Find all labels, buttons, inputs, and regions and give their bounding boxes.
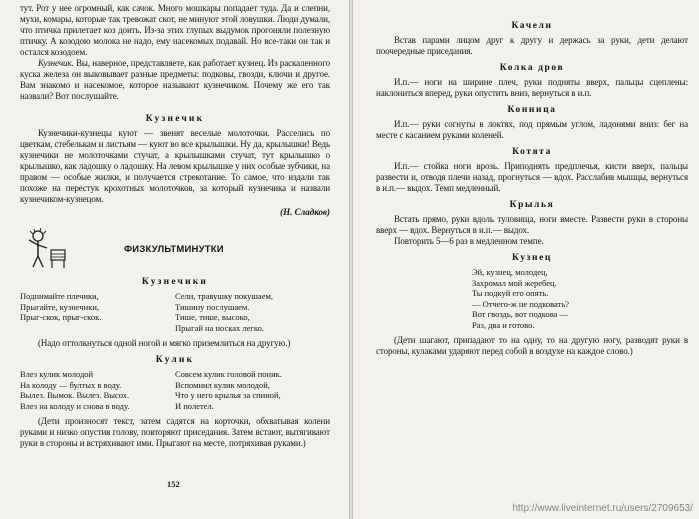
verse-line: — Отчего-ж не подковать? <box>472 298 569 309</box>
verse-line: Прыгай на носках легко. <box>175 322 264 333</box>
child-exercise-icon <box>26 228 68 270</box>
verse-line: Вылез. Вымок. Вылез. Высох. <box>20 390 130 400</box>
paragraph-kuznets-note: (Дети шагают, припадают то на одну, то на другую ногу, разводят руки в стороны, кулаками ударяют перед собой в воздухе на каждое слово.) <box>376 335 688 356</box>
heading-kuznets: Кузнец <box>512 253 552 263</box>
right-page <box>353 0 699 519</box>
note-kulik: (Дети произносят текст, затем садятся на корточки, обхватывая колени руками и низко опустив голову, повторяют приседания. Затем встают, вытягивают руки в стороны и встряхивают ими. Прыгают на месте, потряхивая руками.) <box>20 416 330 448</box>
verse-line: Вот гвоздь, вот подкова — <box>472 309 569 319</box>
verse-line: Поднимайте плечики, <box>20 291 99 301</box>
verse-column-right <box>175 369 330 411</box>
paragraph-krylya-repeat: Повторить 5—6 раз в медленном темпе. <box>394 236 544 246</box>
left-page-content <box>20 3 330 449</box>
verse-line: Эй, кузнец, молодец, <box>472 267 548 277</box>
verse-line: На колоду — бултых в воду. <box>20 379 122 390</box>
heading-kulik: Кулик <box>155 355 195 365</box>
section-title-fizkultminutki: ФИЗКУЛЬТМИНУТКИ <box>124 243 224 255</box>
verse-line: Тише, тише, высоко, <box>175 312 250 322</box>
verse-line: Тишину послушаем. <box>175 301 250 312</box>
verse-kulik <box>20 369 330 411</box>
paragraph-kuznechik-intro <box>20 58 330 102</box>
verse-line: Совсем кулик головой поник. <box>175 369 282 379</box>
verse-column-left <box>20 291 175 333</box>
verse-line: Влез кулик молодой <box>20 369 94 379</box>
heading-kuznechiki: Кузнечики <box>141 277 209 287</box>
verse-line: Вспомнил кулик молодой, <box>175 379 270 390</box>
verse-line: Раз, два и готово. <box>472 319 535 330</box>
author-credit: (Н. Сладков) <box>280 207 330 217</box>
verse-kuznechiki <box>20 291 330 333</box>
verse-line: Сели, травушку покушаем, <box>175 291 273 301</box>
page-number: 152 <box>167 479 180 489</box>
watermark-url: http://www.liveinternet.ru/users/2709653/ <box>512 503 693 514</box>
heading-kolka-drov: Колка дров <box>499 63 565 73</box>
verse-line: Захромал мой жеребец. <box>472 277 557 288</box>
paragraph-kozodoi: тут. Рот у нее огромный, как сачок. Много мошкары попадает туда. Да и слепни, мухи, комары, которые так тревожат скот, не минуют этой ловушки. Люди думали, что птичка прилетает коз доить. Из-за этих глупых выдумок прогоняли полезную птичку. А козодою молока не надо, ему насекомых подавай. Но все-таки он так и остался козодоем. <box>20 3 330 57</box>
verse-line: Прыг-скок, прыг-скок. <box>20 312 102 322</box>
verse-line: Ты подкуй его опять. <box>472 288 549 298</box>
verse-line: Что у него крылья за спиной, <box>175 390 281 400</box>
verse-column-left <box>20 369 175 411</box>
heading-kuznechik: Кузнечик <box>145 114 205 124</box>
heading-kacheli: Качели <box>511 21 553 31</box>
paragraph-konnitsa: И.п.— руки согнуты в локтях, под прямым углом, ладонями вниз: бег на месте с касанием руками коленей. <box>376 119 688 140</box>
paragraph-kuznechik-story: Кузнечики-кузнецы куют — звенят веселые молоточки. Расселись по цветкам, стебелькам и листьям — куют во все крылышки. Ну да, крылышки! Ведь кузнечики не молоточками стучат, а крылышками стучат, тут крылышко о крылышко, как ладошку о ладошку. На левом крылышке у них особые зубчики, на правом — особые жилки, и получается стрекотание. То самое, что издали так похоже на перестук крохотных молоточков, за который кузнечика и назвали кузнечиком-кузнецом. <box>20 128 330 204</box>
heading-kotyata: Котята <box>512 147 552 157</box>
heading-konnitsa: Конница <box>507 105 557 115</box>
fizkultminutki-header <box>20 224 330 274</box>
heading-krylya: Крылья <box>509 200 555 210</box>
paragraph-body: Вы, наверное, представляете, как работает кузнец. Из раскаленного куска железа он выковывает разные предметы: подковы, гвозди, ключи и другое. Вам знакомо и насекомое, которое называют кузнечиком. Почему же его так назвали? Вот послушайте. <box>20 58 330 101</box>
verse-line: Прыгайте, кузнечики, <box>20 301 99 312</box>
paragraph-kolka-drov: И.п.— ноги на ширине плеч, руки подняты вверх, пальцы сцеплены: наклониться вперед, руки опустить вниз, вернуться в и.п. <box>376 77 688 98</box>
paragraph-kotyata: И.п.— стойка ноги врозь. Приподнять предплечья, кисти вверх, пальцы развести и, отводя плечи назад, прогнуться — вдох. Расслабив мышцы, вернуться в и.п.— выдох. Темп медленный. <box>376 161 688 193</box>
left-page <box>0 0 349 519</box>
paragraph-krylya: Встать прямо, руки вдоль туловища, ноги вместе. Развести руки в стороны вверх — вдох. Вернуться в и.п.— выдох. <box>376 214 688 235</box>
verse-column-right <box>175 291 330 333</box>
verse-kuznets <box>472 267 688 330</box>
note-kuznechiki: (Надо оттолкнуться одной ногой и мягко приземлиться на другую.) <box>38 338 291 348</box>
right-page-content <box>376 20 688 357</box>
paragraph-lead: Кузнечик. <box>38 58 74 68</box>
verse-line: Влез на колоду и снова в воду. <box>20 400 130 411</box>
verse-line: И полетел. <box>175 400 214 411</box>
paragraph-kacheli: Встав парами лицом друг к другу и держась за руки, дети делают поочередные приседания. <box>376 35 688 56</box>
